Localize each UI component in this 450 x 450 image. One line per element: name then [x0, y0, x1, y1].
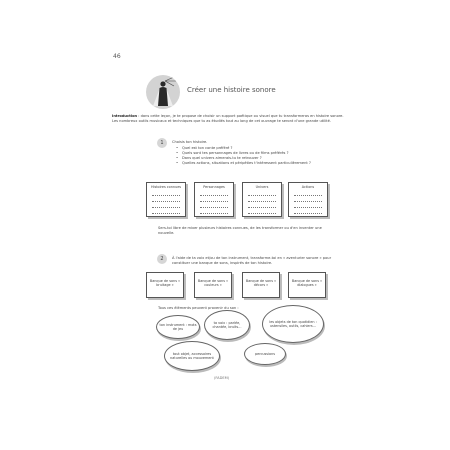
cloud-label: percussions — [254, 351, 276, 356]
headphones-icon — [146, 75, 180, 109]
cloud-label: les objets de ton quotidien : ustensiles, outils, cahiers… — [269, 319, 317, 328]
step-1-questions — [176, 146, 346, 166]
source-cloud-accessoires — [164, 341, 220, 371]
page-title: Créer une histoire sonore — [187, 86, 276, 94]
box-label: Histoires connues — [150, 185, 182, 189]
source-cloud-voix — [204, 310, 250, 340]
step-2-instructions: À l'aide de ta voix et/ou de ton instrument, transforme-toi en « aventurier sonore » pour constituer une banque de sons, inspirés de ton histoire. — [172, 256, 332, 265]
answer-box-histoires[interactable] — [146, 182, 186, 217]
box-label: Univers — [255, 185, 269, 189]
question-item: • Dans quel univers aimerais-tu te retrouver ? — [176, 156, 346, 161]
sound-bank-decors[interactable] — [242, 272, 280, 298]
step-2-number: 2 — [157, 254, 167, 264]
step-1-number: 1 — [157, 138, 167, 148]
intro-text: : dans cette leçon, je te propose de choisir un support poétique ou visuel que tu transformeras en histoire sonore. Les nombreux outils musicaux et techniques que tu as étudiés tout au long de cet ouvrage te seront d'une grande utilité. — [112, 114, 344, 123]
box-label: Banque de sons « dialogues » — [291, 279, 323, 288]
page-footer: (FADEM) — [214, 376, 230, 380]
sound-bank-dialogues[interactable] — [288, 272, 326, 298]
box-label: Actions — [301, 185, 315, 189]
sound-bank-couleurs[interactable] — [194, 272, 232, 298]
page-number: 46 — [113, 53, 121, 60]
sound-bank-bruitage[interactable] — [146, 272, 184, 298]
introduction-paragraph — [112, 114, 347, 124]
box-label: Banque de sons « décors » — [245, 279, 277, 288]
sources-intro: Tous ces éléments peuvent provenir du son : — [158, 306, 239, 310]
answer-box-univers[interactable] — [242, 182, 282, 217]
question-item: • Quel est ton conte préféré ? — [176, 146, 346, 151]
step-1-note: Sers-toi libre de mixer plusieurs histoires connues, de les transformer ou d'en inventer une nouvelle. — [158, 226, 322, 235]
cloud-label: ton instrument : mots de jeu — [159, 322, 197, 331]
step-1-heading: Choisis ton histoire. — [172, 140, 208, 144]
source-cloud-instrument — [156, 315, 200, 339]
answer-box-actions[interactable] — [288, 182, 328, 217]
intro-label: Introduction — [112, 114, 138, 118]
box-label: Personnages — [203, 185, 225, 189]
box-label: Banque de sons « couleurs » — [197, 279, 229, 288]
cloud-label: ta voix : parlée, chantée, bruits… — [212, 320, 242, 329]
question-item: • Quels sont tes personnages de livres ou de films préférés ? — [176, 151, 346, 156]
cloud-label: tout objet, accessoires naturelles ou mouvement — [170, 351, 214, 360]
source-cloud-percussions — [244, 343, 286, 365]
source-cloud-objets — [262, 305, 324, 343]
question-item: • Quelles actions, situations et péripéties t'intéressent particulièrement ? — [176, 161, 346, 166]
answer-box-personnages[interactable] — [194, 182, 234, 217]
box-label: Banque de sons « bruitage » — [149, 279, 181, 288]
